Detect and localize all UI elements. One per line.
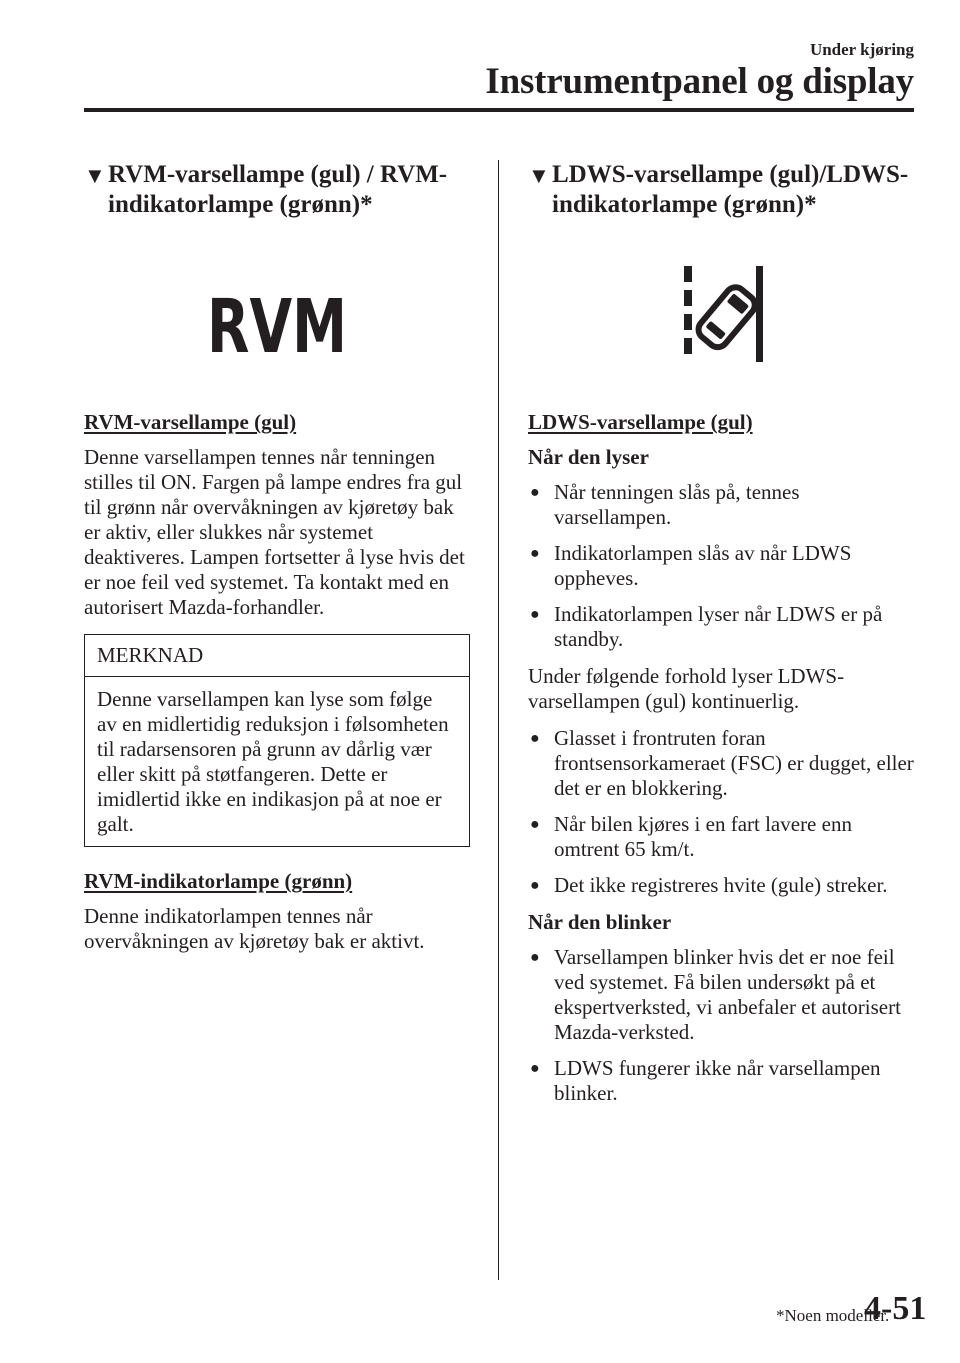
list-item: ● Glasset i frontruten foran frontsensorkameraet (FSC) er dugget, eller det er en blokkering. <box>530 726 914 800</box>
rvm-warning-text: Denne varsellampen tennes når tenningen stilles til ON. Fargen på lampe endres fra gul til grønn når overvåkningen av kjøretøy bak er aktiv, eller slukkes når systemet deaktiveres. Lampen fortsetter å lyse hvis det er noe feil ved systemet. Ta kontakt med en autorisert Mazda-forhandler. <box>84 445 465 619</box>
bullet-icon: ● <box>530 606 540 623</box>
rvm-indicator-heading: RVM-indikatorlampe (grønn) <box>84 869 353 893</box>
page-number: 4-51 <box>864 1290 927 1327</box>
continuous-text: Under følgende forhold lyser LDWS-varsellampen (gul) kontinuerlig. <box>528 664 845 713</box>
header-subtitle: Under kjøring <box>809 40 914 59</box>
footnote: *Noen modeller. <box>776 1306 890 1325</box>
when-blink-list <box>528 945 918 1106</box>
ldws-section-heading <box>528 160 918 220</box>
triangle-marker-icon: ▼ <box>528 163 550 188</box>
list-item: ● Indikatorlampen lyser når LDWS er på standby. <box>530 602 883 651</box>
list-item: ● Det ikke registreres hvite (gule) streker. <box>530 873 888 897</box>
lane-departure-icon <box>668 260 778 370</box>
bullet-icon: ● <box>530 1060 540 1077</box>
note-box <box>84 634 470 847</box>
triangle-marker-icon: ▼ <box>84 163 106 188</box>
list-item: ● Varsellampen blinker hvis det er noe feil ved systemet. Få bilen undersøkt på et ekspertverksted, vi anbefaler et autorisert Mazda-verksted. <box>530 945 901 1044</box>
bullet-icon: ● <box>530 877 540 894</box>
rvm-lamp-icon <box>192 270 362 370</box>
right-column <box>528 160 918 1118</box>
list-item: ● LDWS fungerer ikke når varsellampen blinker. <box>530 1056 881 1105</box>
list-item: ● Når bilen kjøres i en fart lavere enn omtrent 65 km/t. <box>530 812 852 861</box>
continuous-list <box>528 726 918 898</box>
bullet-icon: ● <box>530 816 540 833</box>
ldws-warning-heading: LDWS-varsellampe (gul) <box>528 410 753 434</box>
bullet-icon: ● <box>530 484 540 501</box>
note-text: Denne varsellampen kan lyse som følge av en midlertidig reduksjon i følsomheten til radarsensoren på grunn av dårlig vær eller skitt på støtfangeren. Dette er imidlertid ikke en indikasjon på at noe er galt. <box>97 687 449 836</box>
note-heading: MERKNAD <box>85 635 469 677</box>
list-item: ● Indikatorlampen slås av når LDWS oppheves. <box>530 541 852 590</box>
rvm-warning-heading: RVM-varsellampe (gul) <box>84 410 297 434</box>
bullet-icon: ● <box>530 949 540 966</box>
when-on-list <box>528 480 918 652</box>
header-rule <box>84 108 914 112</box>
rvm-section-heading <box>84 160 470 220</box>
column-divider <box>498 160 499 1280</box>
rvm-lamp-icon-box <box>84 220 470 410</box>
rvm-icon-label: RVM <box>207 284 347 370</box>
bullet-icon: ● <box>530 545 540 562</box>
when-blink-heading: Når den blinker <box>528 910 672 934</box>
left-column <box>84 160 470 966</box>
header-title: Instrumentpanel og display <box>485 61 914 102</box>
bullet-icon: ● <box>530 730 540 747</box>
ldws-section-title: LDWS-varsellampe (gul)/LDWS-indikatorlampe (grønn)* <box>552 161 909 218</box>
ldws-lamp-icon-box <box>528 220 918 410</box>
list-item: ● Når tenningen slås på, tennes varsellampen. <box>530 480 800 529</box>
when-on-heading: Når den lyser <box>528 445 649 469</box>
rvm-indicator-text: Denne indikatorlampen tennes når overvåkningen av kjøretøy bak er aktivt. <box>84 904 425 953</box>
rvm-section-title: RVM-varsellampe (gul) / RVM-indikatorlampe (grønn)* <box>108 161 448 218</box>
